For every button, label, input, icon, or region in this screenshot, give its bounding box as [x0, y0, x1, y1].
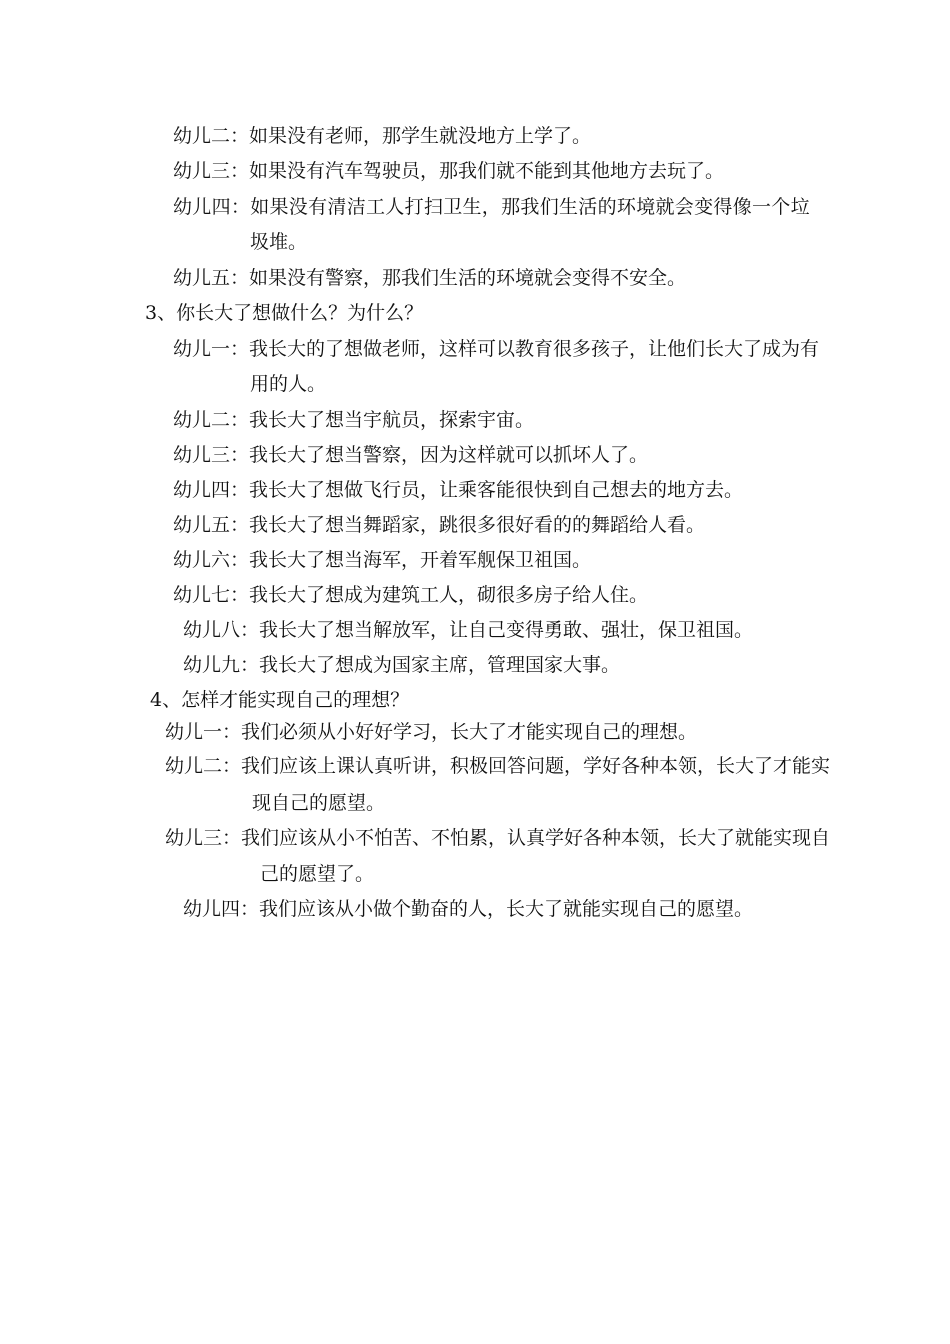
answer-line: 幼儿三：如果没有汽车驾驶员，那我们就不能到其他地方去玩了。 — [173, 160, 725, 182]
answer-line: 幼儿八：我长大了想当解放军，让自己变得勇敢、强壮，保卫祖国。 — [183, 619, 754, 641]
answer-line: 幼儿九：我长大了想成为国家主席，管理国家大事。 — [183, 654, 621, 676]
answer-line: 幼儿二：如果没有老师，那学生就没地方上学了。 — [173, 125, 592, 147]
question-heading: 4、怎样才能实现自己的理想？ — [150, 689, 410, 711]
answer-line: 幼儿五：如果没有警察，那我们生活的环境就会变得不安全。 — [173, 267, 687, 289]
answer-line: 幼儿六：我长大了想当海军，开着军舰保卫祖国。 — [173, 549, 592, 571]
answer-line: 幼儿三：我们应该从小不怕苦、不怕累，认真学好各种本领，长大了就能实现自 — [165, 827, 831, 849]
answer-line: 幼儿四：我长大了想做飞行员，让乘客能很快到自己想去的地方去。 — [173, 479, 744, 501]
answer-continuation: 圾堆。 — [250, 231, 308, 253]
answer-continuation: 现自己的愿望。 — [252, 792, 386, 814]
answer-line: 幼儿二：我长大了想当宇航员，探索宇宙。 — [173, 409, 535, 431]
answer-line: 幼儿一：我长大的了想做老师，这样可以教育很多孩子，让他们长大了成为有 — [173, 338, 820, 360]
answer-line: 幼儿五：我长大了想当舞蹈家，跳很多很好看的的舞蹈给人看。 — [173, 514, 706, 536]
answer-line: 幼儿一：我们必须从小好好学习，长大了才能实现自己的理想。 — [165, 721, 698, 743]
answer-line: 幼儿四：我们应该从小做个勤奋的人，长大了就能实现自己的愿望。 — [183, 898, 754, 920]
answer-line: 幼儿三：我长大了想当警察，因为这样就可以抓坏人了。 — [173, 444, 649, 466]
answer-line: 幼儿四：如果没有清洁工人打扫卫生，那我们生活的环境就会变得像一个垃 — [173, 196, 810, 218]
answer-line: 幼儿二：我们应该上课认真听讲，积极回答问题，学好各种本领，长大了才能实 — [165, 755, 831, 777]
answer-continuation: 己的愿望了。 — [260, 863, 375, 885]
answer-line: 幼儿七：我长大了想成为建筑工人，砌很多房子给人住。 — [173, 584, 649, 606]
answer-continuation: 用的人。 — [250, 373, 327, 395]
question-heading: 3、你长大了想做什么？为什么？ — [145, 302, 424, 324]
